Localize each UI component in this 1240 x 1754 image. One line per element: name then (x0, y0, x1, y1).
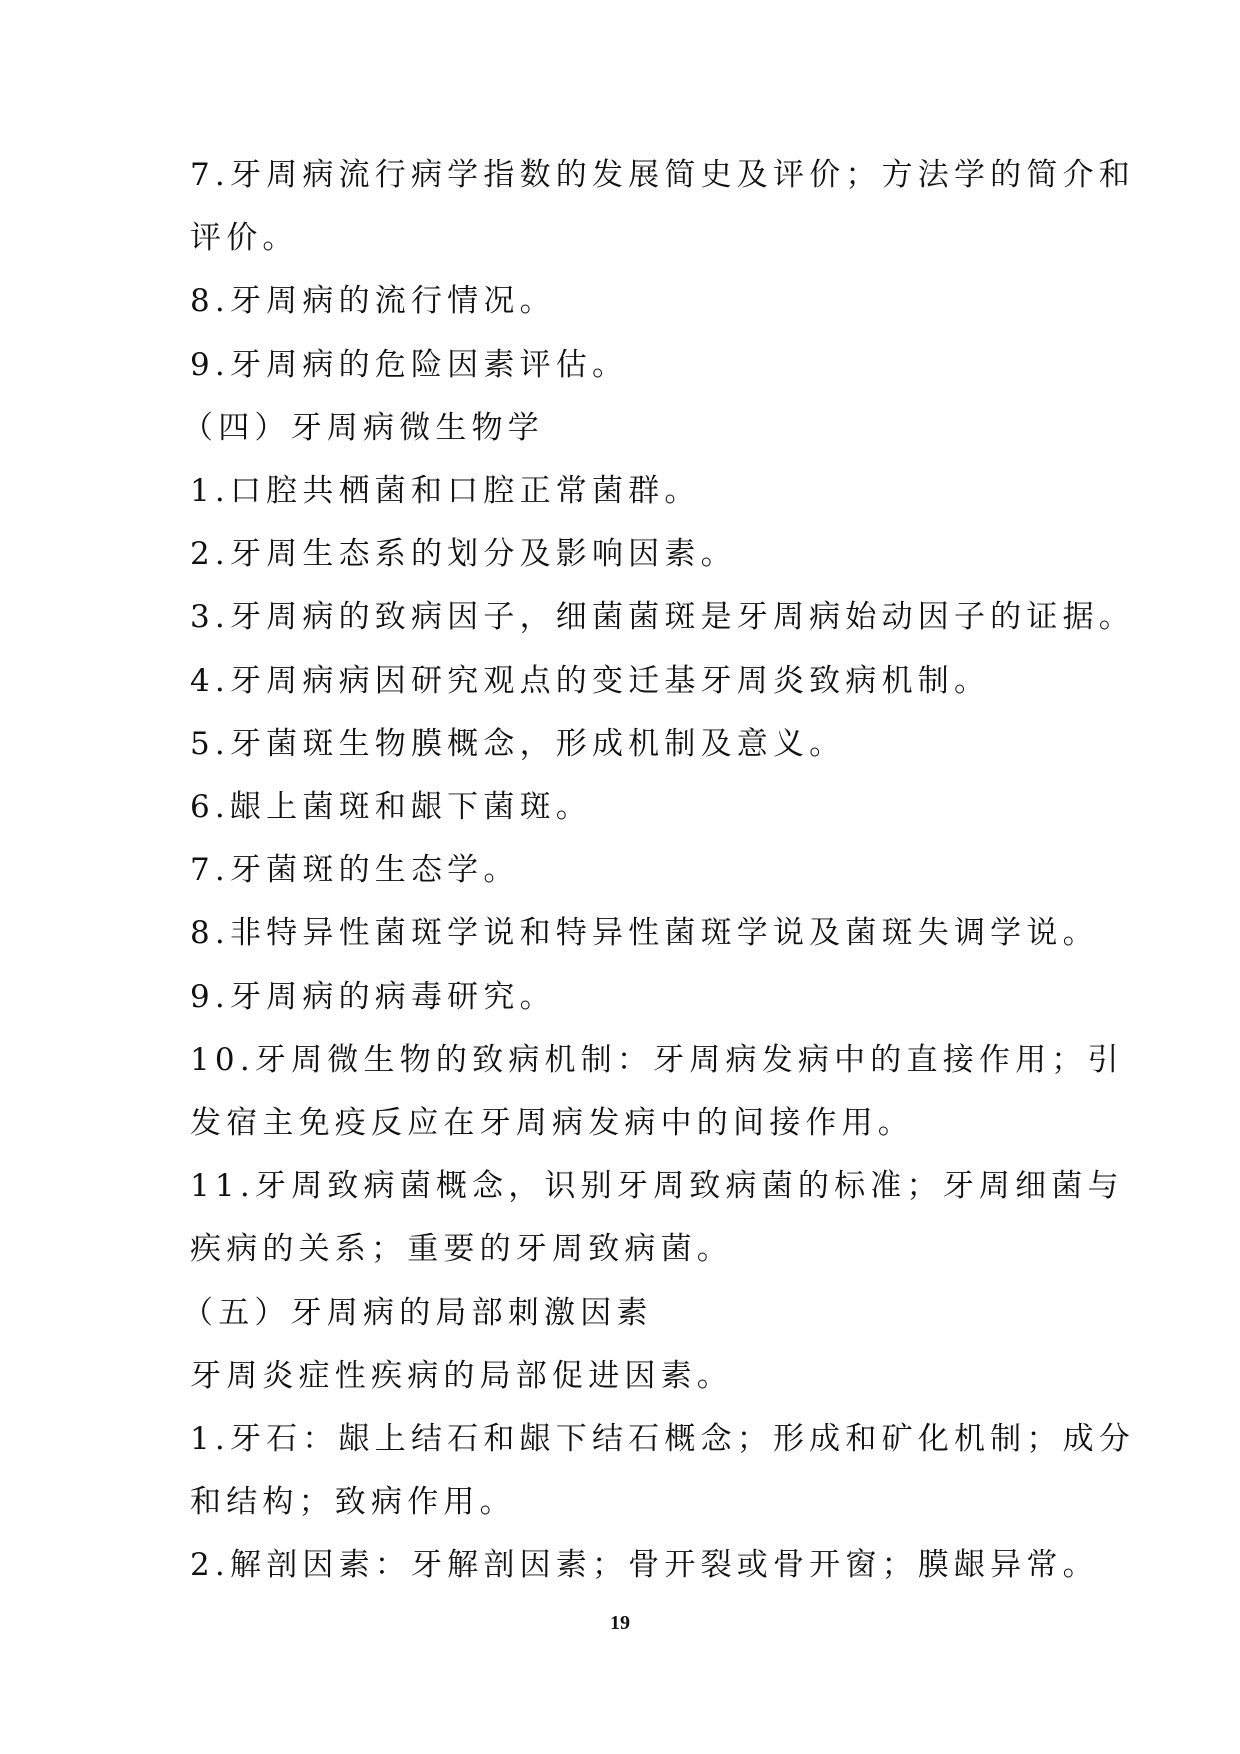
text-line: 9.牙周病的病毒研究。 (190, 978, 556, 1015)
text-line: 牙周炎症性疾病的局部促进因素。 (190, 1357, 733, 1394)
text-line: 7.牙菌斑的生态学。 (190, 852, 520, 889)
text-line: 和结构；致病作用。 (190, 1484, 516, 1521)
text-line: 疾病的关系；重要的牙周致病菌。 (190, 1231, 733, 1268)
text-line: 10.牙周微生物的致病机制：牙周病发病中的直接作用；引 (190, 1041, 1124, 1078)
text-line: 3.牙周病的致病因子，细菌菌斑是牙周病始动因子的证据。 (190, 599, 1135, 636)
text-line: 4.牙周病病因研究观点的变迁基牙周炎致病机制。 (190, 662, 991, 699)
text-line: 2.解剖因素：牙解剖因素；骨开裂或骨开窗；膜龈异常。 (190, 1547, 1099, 1584)
text-line: 2.牙周生态系的划分及影响因素。 (190, 536, 737, 573)
text-line: 8.非特异性菌斑学说和特异性菌斑学说及菌斑失调学说。 (190, 915, 1099, 952)
text-line: 1.口腔共栖菌和口腔正常菌群。 (190, 473, 701, 509)
text-line: 8.牙周病的流行情况。 (190, 283, 556, 320)
text-line: 11.牙周致病菌概念，识别牙周致病菌的标准；牙周细菌与 (190, 1168, 1124, 1205)
text-line: 7.牙周病流行病学指数的发展简史及评价；方法学的简介和 (190, 157, 1135, 193)
section-heading: （五）牙周病的局部刺激因素 (182, 1294, 653, 1331)
text-line: 5.牙菌斑生物膜概念，形成机制及意义。 (190, 725, 846, 762)
text-line: 评价。 (190, 220, 299, 257)
section-heading: （四）牙周病微生物学 (182, 409, 544, 446)
text-line: 发宿主免疫反应在牙周病发病中的间接作用。 (190, 1105, 914, 1141)
text-line: 6.龈上菌斑和龈下菌斑。 (190, 789, 592, 825)
text-line: 1.牙石：龈上结石和龈下结石概念；形成和矿化机制；成分 (190, 1421, 1135, 1457)
page-number: 19 (610, 1612, 630, 1634)
text-line: 9.牙周病的危险因素评估。 (190, 346, 629, 383)
